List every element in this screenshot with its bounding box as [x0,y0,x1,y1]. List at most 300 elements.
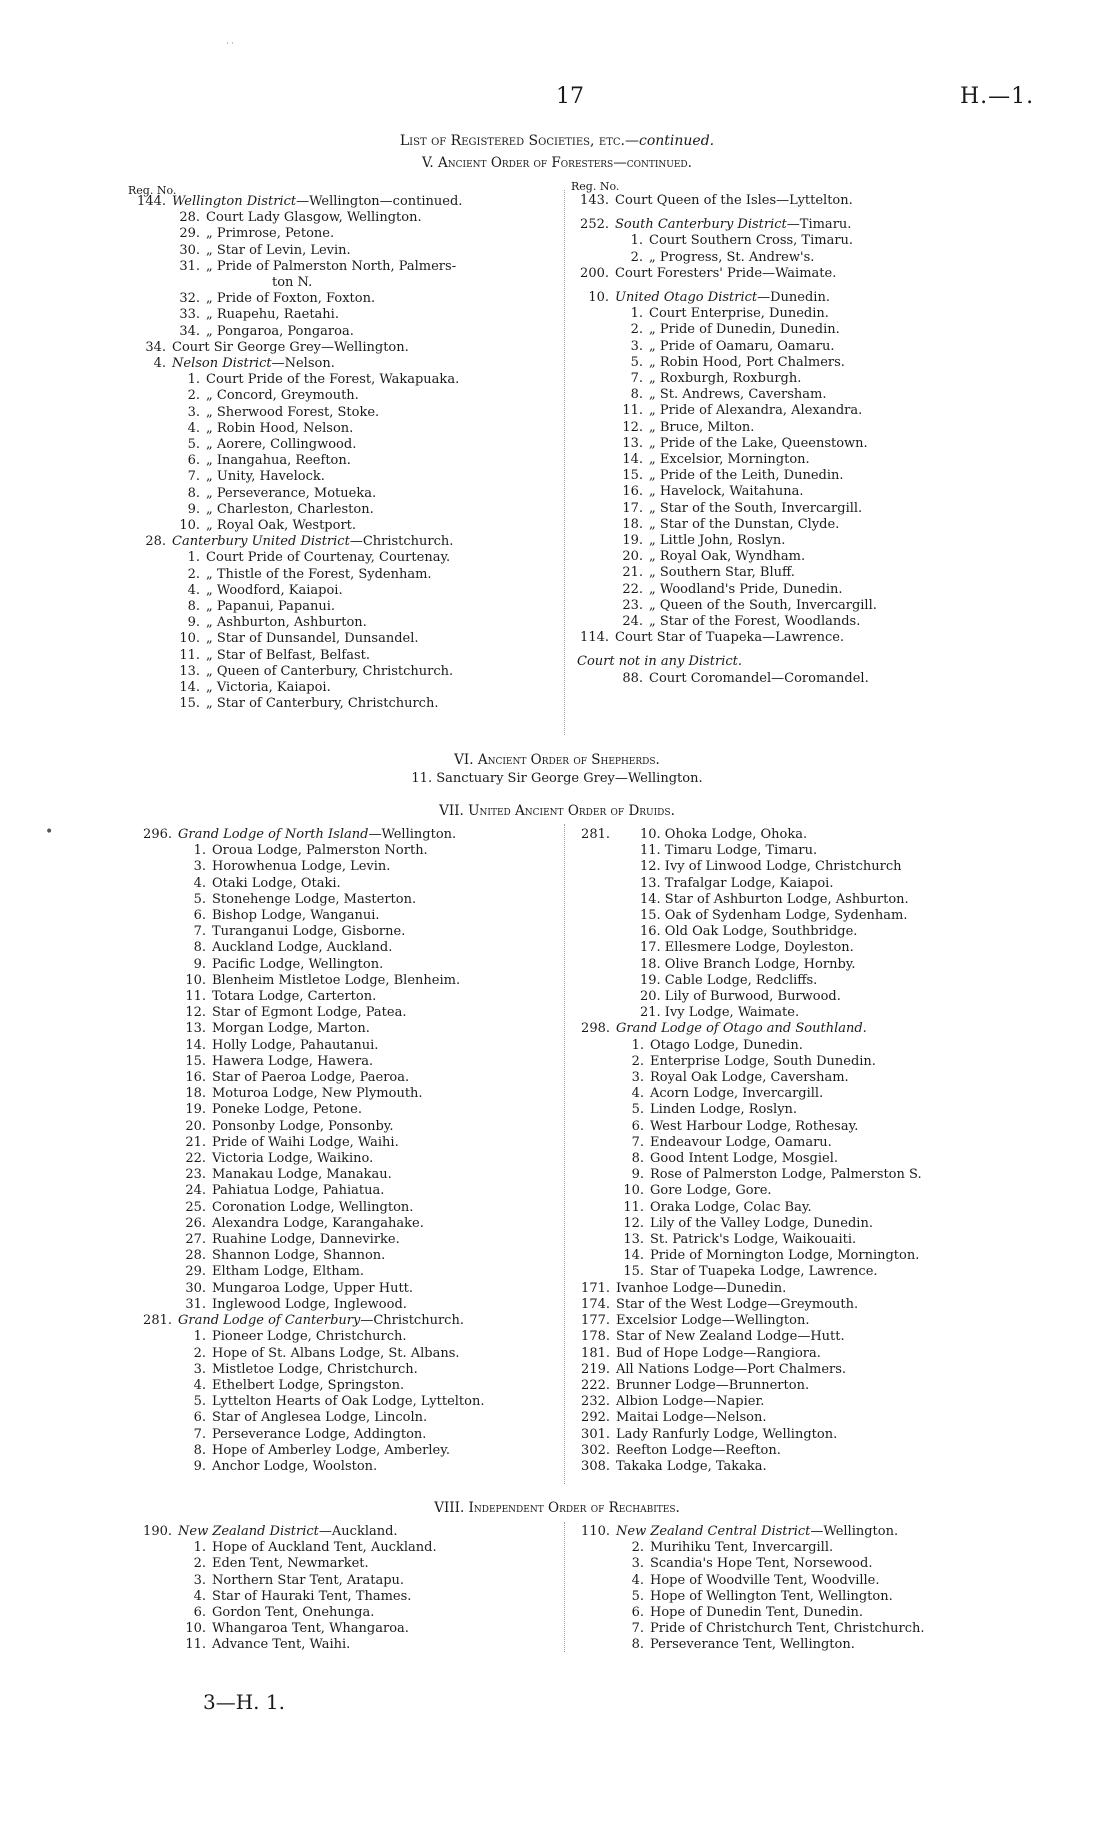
entry-text: Shannon Lodge, Shannon. [212,1248,386,1264]
register-entry [572,1281,922,1297]
entry-number: 30. [179,242,200,258]
register-entry [572,1524,924,1540]
list-item [128,437,462,453]
section-8-left-column [134,1524,437,1654]
entry-number: 281. [581,827,610,842]
list-item [571,233,877,249]
list-item [134,940,484,956]
list-item [571,501,877,517]
list-item [128,210,462,226]
entry-text: Hope of Amberley Lodge, Amberley. [212,1442,450,1458]
entry-text: Anchor Lodge, Woolston. [212,1458,378,1474]
entry-text: New Zealand District—Auckland. [178,1524,398,1539]
list-item [128,648,462,664]
entry-number: 8. [187,599,200,615]
column-divider [564,824,565,1484]
entry-text: West Harbour Lodge, Rothesay. [650,1118,859,1134]
section-6-entry: 11. Sanctuary Sir George Grey—Wellington. [411,771,703,786]
entry-number: 232. [581,1394,610,1410]
list-item [572,1540,924,1556]
entry-number: 15. [179,696,200,712]
entry-text: All Nations Lodge—Port Chalmers. [616,1361,847,1377]
entry-number: 26. [185,1215,206,1231]
entry-text: Brunner Lodge—Brunnerton. [616,1377,810,1393]
entry-text: „ Papanui, Papanui. [206,599,336,615]
entry-text: Otago Lodge, Dunedin. [650,1037,803,1053]
entry-number: 281. [143,1313,172,1329]
page-number: 17 [556,84,584,109]
entry-text: Holly Lodge, Pahautanui. [212,1037,379,1053]
entry-text: Ponsonby Lodge, Ponsonby. [212,1118,394,1134]
entry-text: „ Pride of Oamaru, Oamaru. [649,338,835,354]
entry-text: „ Bruce, Milton. [649,419,755,435]
entry-number: 29. [185,1264,206,1280]
entry-number: 10. [623,1183,644,1199]
register-entry [572,1459,922,1475]
list-item [134,1459,484,1475]
entry-text: „ St. Andrews, Caversham. [649,387,827,403]
entry-number: 6. [193,1410,206,1426]
register-entry [572,1297,922,1313]
list-item [128,469,462,485]
entry-text: „ Pride of the Lake, Queenstown. [649,435,868,451]
list-item [134,1589,437,1605]
list-item [134,1378,484,1394]
entry-text: Blenheim Mistletoe Lodge, Blenheim. [212,972,461,988]
entry-text: „ Star of Levin, Levin. [206,242,351,258]
entry-number: 219. [581,1361,610,1377]
entry-number: 4. [631,1572,644,1588]
entry-number: 2. [630,249,643,265]
entry-text: 15. Oak of Sydenham Lodge, Sydenham. [640,908,908,924]
register-entry [134,827,484,843]
list-item [572,1232,922,1248]
entry-number: 14. [185,1037,206,1053]
entry-text: ton N. [272,275,313,291]
entry-number: 143. [580,193,609,208]
list-item [128,631,462,647]
list-item [572,1605,924,1621]
entry-text: Canterbury United District—Christchurch. [172,534,454,550]
entry-number: 2. [187,388,200,404]
list-item [134,1297,484,1313]
list-item [572,876,922,892]
entry-text: „ Havelock, Waitahuna. [649,484,804,500]
list-item [134,1038,484,1054]
entry-text: Gordon Tent, Onehunga. [212,1605,375,1621]
list-item [572,940,922,956]
entry-text: Good Intent Lodge, Mosgiel. [650,1151,838,1167]
entry-number: 7. [631,1621,644,1637]
entry-text: Whangaroa Tent, Whangaroa. [212,1621,409,1637]
entry-text: Star of Hauraki Tent, Thames. [212,1588,412,1604]
list-item [128,405,462,421]
entry-text: „ Pride of Palmerston North, Palmers- [206,258,457,274]
entry-text: Morgan Lodge, Marton. [212,1021,370,1037]
entry-text: 13. Trafalgar Lodge, Kaiapoi. [640,875,834,891]
list-item [571,355,877,371]
list-item [134,1021,484,1037]
entry-number: 10. [179,518,200,534]
list-item [572,843,922,859]
list-item [134,1070,484,1086]
list-item [571,533,877,549]
entry-number: 174. [581,1296,610,1312]
entry-text: Court Star of Tuapeka—Lawrence. [615,630,845,646]
entry-number: 8. [187,485,200,501]
entry-number: 27. [185,1232,206,1248]
entry-text: Manakau Lodge, Manakau. [212,1167,392,1183]
list-item [128,259,462,275]
list-item [134,1232,484,1248]
entry-text: Advance Tent, Waihi. [212,1637,351,1653]
entry-number: 12. [623,1215,644,1231]
entry-text: Star of the West Lodge—Greymouth. [616,1296,859,1312]
entry-number: 14. [179,680,200,696]
list-item [128,243,462,259]
entry-number: 6. [193,908,206,924]
entry-text: 17. Ellesmere Lodge, Doyleston. [640,940,854,956]
entry-text: Excelsior Lodge—Wellington. [616,1313,810,1329]
entry-text: „ Royal Oak, Wyndham. [649,549,806,565]
entry-text: Lily of the Valley Lodge, Dunedin. [650,1215,873,1231]
entry-number: 190. [143,1524,172,1539]
list-item [571,371,877,387]
list-item [128,372,462,388]
list-item [134,924,484,940]
entry-number: 5. [193,1394,206,1410]
entry-number [572,973,610,989]
entry-number: 2. [193,1556,206,1572]
entry-number [572,859,610,875]
entry-number: 298. [581,1021,610,1037]
entry-text: Mungaroa Lodge, Upper Hutt. [212,1280,414,1296]
entry-text: Star of Tuapeka Lodge, Lawrence. [650,1264,878,1280]
list-item [128,518,462,534]
entry-number: 1. [630,233,643,249]
entry-text: Northern Star Tent, Aratapu. [212,1572,405,1588]
spacer [571,282,877,290]
entry-text: Coronation Lodge, Wellington. [212,1199,414,1215]
entry-number: 222. [581,1377,610,1393]
list-item [134,1621,437,1637]
register-entry [128,340,462,356]
list-item [128,567,462,583]
entry-number: 9. [193,1458,206,1474]
entry-text: „ Thistle of the Forest, Sydenham. [206,566,432,582]
list-item [572,1264,922,1280]
entry-number: 28. [179,210,200,226]
list-item [128,599,462,615]
entry-number: 5. [187,437,200,453]
entry-text: Turanganui Lodge, Gisborne. [212,924,406,940]
entry-text: 10. Ohoka Lodge, Ohoka. [640,827,808,842]
list-item [571,339,877,355]
entry-number: 3. [630,338,643,354]
entry-text: Otaki Lodge, Otaki. [212,875,341,891]
entry-text: Victoria Lodge, Waikino. [212,1151,374,1167]
entry-number: 3. [193,1361,206,1377]
entry-text: „ Victoria, Kaiapoi. [206,680,331,696]
entry-number: 296. [143,827,172,842]
entry-number: 11. [185,989,206,1005]
entry-number: 15. [185,1053,206,1069]
entry-number: 9. [631,1167,644,1183]
scan-mark: • [45,824,54,840]
entry-text: „ Excelsior, Mornington. [649,452,810,468]
entry-text: Endeavour Lodge, Oamaru. [650,1134,832,1150]
entry-text: Reefton Lodge—Reefton. [616,1442,781,1458]
entry-number: 3. [631,1070,644,1086]
register-entry [572,1410,922,1426]
entry-number: 9. [193,956,206,972]
register-entry [571,630,877,646]
entry-text: „ Pride of Alexandra, Alexandra. [649,403,863,419]
list-item [134,892,484,908]
list-item [134,843,484,859]
entry-text: Court Enterprise, Dunedin. [649,306,829,322]
entry-number: 11. [623,1199,644,1215]
entry-number: 3. [193,859,206,875]
entry-text: Pacific Lodge, Wellington. [212,956,384,972]
list-item [571,565,877,581]
entry-text: Hope of Auckland Tent, Auckland. [212,1540,437,1556]
entry-number: 15. [623,1264,644,1280]
list-item [571,387,877,403]
list-item [134,1540,437,1556]
list-item [571,654,877,670]
entry-text: Bud of Hope Lodge—Rangiora. [616,1345,821,1361]
list-item [134,1151,484,1167]
entry-number: 14. [622,452,643,468]
entry-text: Oraka Lodge, Colac Bay. [650,1199,812,1215]
entry-text: Totara Lodge, Carterton. [212,989,377,1005]
entry-number: 16. [185,1070,206,1086]
list-item [134,1573,437,1589]
list-item [571,484,877,500]
list-item [572,892,922,908]
entry-number: 4. [193,875,206,891]
list-item [572,859,922,875]
section-7-heading: VII. United Ancient Order of Druids. [439,803,675,819]
entry-number: 7. [193,924,206,940]
register-entry [572,1394,922,1410]
entry-text: South Canterbury District—Timaru. [615,217,852,233]
list-item [572,1589,924,1605]
entry-number: 20. [622,549,643,565]
entry-number: 2. [631,1053,644,1069]
entry-number: 200. [580,265,609,281]
entry-text: Star of Anglesea Lodge, Lincoln. [212,1410,428,1426]
entry-text: 12. Ivy of Linwood Lodge, Christchurch [640,859,902,875]
entry-text: „ Concord, Greymouth. [206,388,359,404]
entry-text: Ethelbert Lodge, Springston. [212,1377,405,1393]
list-item [128,421,462,437]
register-entry [572,1329,922,1345]
entry-number: 2. [630,322,643,338]
entry-number: 292. [581,1410,610,1426]
entry-number [572,876,610,892]
list-item [572,924,922,940]
section-8-heading: VIII. Independent Order of Rechabites. [434,1500,680,1516]
entry-number: 13. [622,435,643,451]
list-item [128,502,462,518]
list-item [572,1556,924,1572]
list-item [134,1346,484,1362]
list-item [134,908,484,924]
list-item [128,307,462,323]
entry-number: 1. [187,372,200,388]
list-item [572,1248,922,1264]
list-item [571,468,877,484]
entry-number: 31. [185,1296,206,1312]
entry-number: 7. [193,1426,206,1442]
entry-text: Court Lady Glasgow, Wellington. [206,210,422,226]
section-5-left-column [128,194,462,713]
entry-text: „ Perseverance, Motueka. [206,485,377,501]
entry-number: 13. [185,1021,206,1037]
entry-text: United Otago District—Dunedin. [615,290,830,306]
entry-text: „ Royal Oak, Westport. [206,518,357,534]
entry-number: 14. [623,1248,644,1264]
entry-text: Mistletoe Lodge, Christchurch. [212,1361,418,1377]
entry-text: Maitai Lodge—Nelson. [616,1410,767,1426]
entry-number: 4. [187,420,200,436]
entry-text: Court Pride of the Forest, Wakapuaka. [206,372,460,388]
list-item [134,1216,484,1232]
entry-text: Pahiatua Lodge, Pahiatua. [212,1183,385,1199]
list-item [134,1637,437,1653]
entry-number: 16. [622,484,643,500]
register-entry [128,194,462,210]
entry-number [572,892,610,908]
list-item [572,1200,922,1216]
entry-text: Gore Lodge, Gore. [650,1183,772,1199]
entry-text: „ Woodland's Pride, Dunedin. [649,581,843,597]
entry-text: Horowhenua Lodge, Levin. [212,859,391,875]
entry-number: 33. [179,307,200,323]
list-item [134,1054,484,1070]
entry-number: 2. [631,1540,644,1556]
register-entry [572,1362,922,1378]
list-item [134,957,484,973]
list-item [572,1135,922,1151]
entry-number: 7. [631,1134,644,1150]
entry-text: Star of Paeroa Lodge, Paeroa. [212,1070,410,1086]
entry-number: 11. [185,1637,206,1653]
entry-number: 114. [580,630,609,646]
entry-text: „ Star of the South, Invercargill. [649,500,863,516]
list-item [134,1362,484,1378]
list-item [134,1264,484,1280]
section-8-right-column [572,1524,924,1654]
entry-text: „ Queen of Canterbury, Christchurch. [206,663,454,679]
entry-text: Lady Ranfurly Lodge, Wellington. [616,1426,838,1442]
list-item [572,1119,922,1135]
list-item [128,388,462,404]
entry-text: Hope of St. Albans Lodge, St. Albans. [212,1345,460,1361]
list-item [572,957,922,973]
list-item [572,1038,922,1054]
page-title: List of Registered Societies, etc.—continued. [399,133,715,149]
entry-text: „ Unity, Havelock. [206,469,325,485]
list-item [134,1086,484,1102]
entry-number: 10. [185,972,206,988]
list-item [128,680,462,696]
entry-text: Perseverance Tent, Wellington. [650,1637,855,1653]
list-item [134,1248,484,1264]
entry-number: 171. [581,1280,610,1296]
entry-number [572,1005,610,1021]
entry-text: Nelson District—Nelson. [172,356,335,372]
entry-text: Eden Tent, Newmarket. [212,1556,369,1572]
entry-text: Pride of Mornington Lodge, Mornington. [650,1248,920,1264]
entry-text: St. Patrick's Lodge, Waikouaiti. [650,1232,857,1248]
entry-number: 6. [631,1118,644,1134]
list-item [571,322,877,338]
entry-text: New Zealand Central District—Wellington. [616,1524,899,1539]
entry-number [572,957,610,973]
entry-text: Albion Lodge—Napier. [616,1394,765,1410]
entry-number: 6. [187,453,200,469]
list-item [572,1070,922,1086]
entry-number: 4. [187,582,200,598]
entry-text: Court Southern Cross, Timaru. [649,233,854,249]
list-item [134,1443,484,1459]
entry-number: 308. [581,1458,610,1474]
register-entry [572,1313,922,1329]
spacer [571,646,877,654]
entry-text: Hope of Woodville Tent, Woodville. [650,1572,880,1588]
list-item [128,291,462,307]
list-item [128,275,462,291]
list-item [572,1183,922,1199]
entry-number: 1. [193,843,206,859]
entry-number: 20. [185,1118,206,1134]
entry-number: 3. [631,1556,644,1572]
entry-number: 12. [185,1005,206,1021]
entry-number: 30. [185,1280,206,1296]
entry-text: „ Sherwood Forest, Stoke. [206,404,380,420]
entry-number: 4. [193,1377,206,1393]
entry-text: Hawera Lodge, Hawera. [212,1053,374,1069]
list-item [134,1329,484,1345]
entry-text: „ Roxburgh, Roxburgh. [649,371,802,387]
list-item [572,1167,922,1183]
entry-text: „ Pride of Foxton, Foxton. [206,291,376,307]
list-item [134,1281,484,1297]
entry-text: „ Star of Dunsandel, Dunsandel. [206,631,419,647]
list-item [571,250,877,266]
list-item [572,1086,922,1102]
column-divider [564,190,565,735]
section-6-heading: VI. Ancient Order of Shepherds. [454,752,660,768]
list-item [134,1556,437,1572]
entry-text: „ Pongaroa, Pongaroa. [206,323,354,339]
entry-text: Bishop Lodge, Wanganui. [212,908,380,924]
entry-text: Auckland Lodge, Auckland. [212,940,393,956]
entry-number: 34. [179,323,200,339]
entry-number [572,924,610,940]
entry-text: Court Coromandel—Coromandel. [649,670,869,686]
entry-number: 181. [581,1345,610,1361]
entry-number: 19. [622,533,643,549]
reg-no-label: Reg. No. [128,184,177,197]
entry-text: Star of New Zealand Lodge—Hutt. [616,1329,845,1345]
section-7-right-column [572,827,922,1475]
entry-number: 1. [193,1329,206,1345]
list-item [571,306,877,322]
